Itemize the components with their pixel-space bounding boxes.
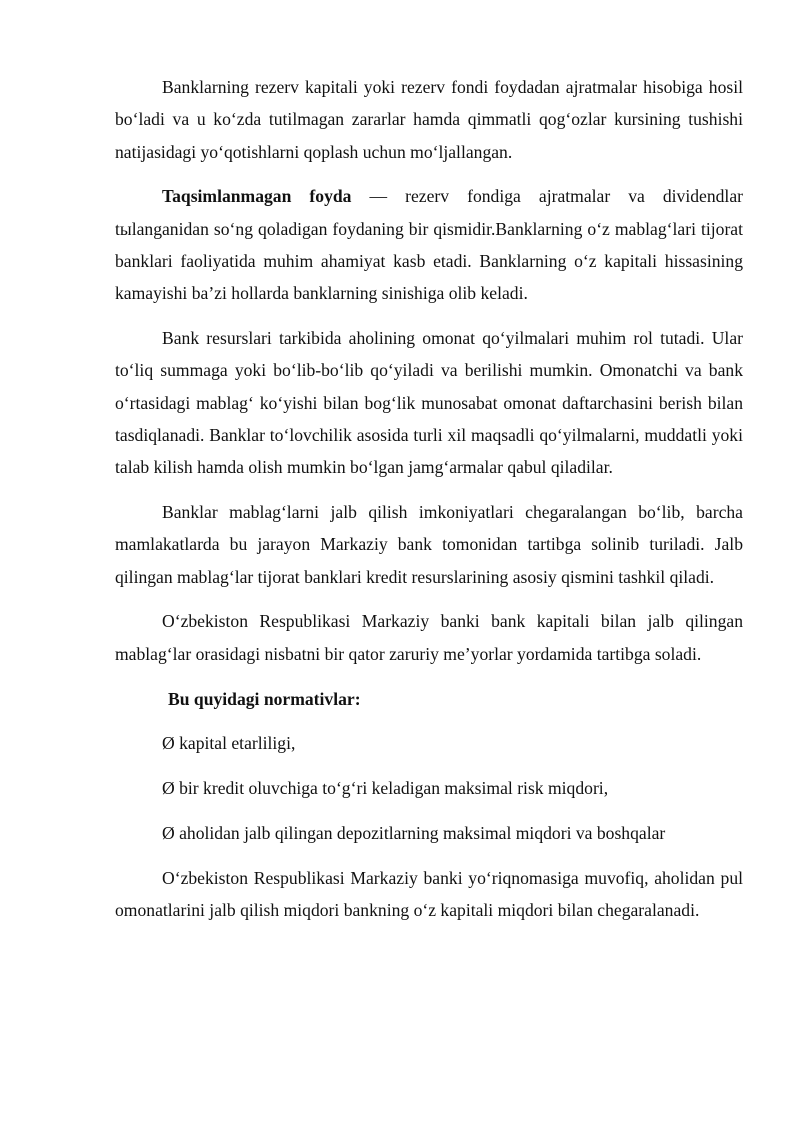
paragraph-deposits: Bank resurslari tarkibida aholining omonat qo‘yilmalari muhim rol tutadi. Ular to‘liq summaga yoki bo‘lib-bo‘lib qo‘yiladi va berilishi mumkin. Omonatchi va bank o‘rtasidagi mablag‘ ko‘yishi bilan bog‘lik munosabat omonat daftarchasini berish bilan tasdiqlanadi. Banklar to‘lovchilik asosida turli xil maqsadli qo‘yilmalarni, muddatli yoki talab kilish hamda olish mumkin bo‘lgan jamg‘armalar qabul qiladilar. [115,328,743,478]
paragraph-retained-earnings [115,180,743,309]
list-item: Ø bir kredit oluvchiga to‘g‘ri keladigan maksimal risk miqdori, [162,778,609,799]
document-body [115,71,743,926]
paragraph-deposit-limit: O‘zbekiston Respublikasi Markaziy banki yo‘riqnomasiga muvofiq, aholidan pul omonatlarini jalb qilish miqdori bankning o‘z kapitali miqdori bilan chegaralanadi. [115,867,743,921]
paragraph-capital-ratio: O‘zbekiston Respublikasi Markaziy banki bank kapitali bilan jalb qilingan mablag‘lar orasidagi nisbatni bir qator zaruriy me’yorlar yordamida tartibga soladi. [115,611,743,664]
paragraph-retained-earnings-text: — rezerv fondiga ajratmalar va dividendlar tыlanganidan so‘ng qoladigan foydaning bir qismidir.Banklarning o‘z mablag‘lari tijorat banklari faoliyatida muhim ahamiyat kasb etadi. Banklarning o‘z kapitali hissasining kamayishi ba’zi hollarda banklarning sinishiga olib keladi. [115,186,743,304]
normatives-heading: Bu quyidagi normativlar: [168,688,361,709]
list-item: Ø aholidan jalb qilingan depozitlarning maksimal miqdori va boshqalar [162,822,666,843]
paragraph-reserve-capital: Banklarning rezerv kapitali yoki rezerv fondi foydadan ajratmalar hisobiga hosil bo‘ladi va u ko‘zda tutilmagan zararlar hamda qimmatli qog‘ozlar kursining tushishi natijasidagi yo‘qotishlarni qoplash uchun mo‘ljallangan. [115,77,743,162]
term-retained-earnings: Taqsimlanmagan foyda [162,186,352,207]
list-item: Ø kapital etarliligi, [162,733,296,754]
paragraph-central-bank-regulation: Banklar mablag‘larni jalb qilish imkoniyatlari chegaralangan bo‘lib, barcha mamlakatlarda bu jarayon Markaziy bank tomonidan tartibga solinib turiladi. Jalb qilingan mablag‘lar tijorat banklari kredit resurslarining asosiy qismini tashkil qiladi. [115,502,743,587]
